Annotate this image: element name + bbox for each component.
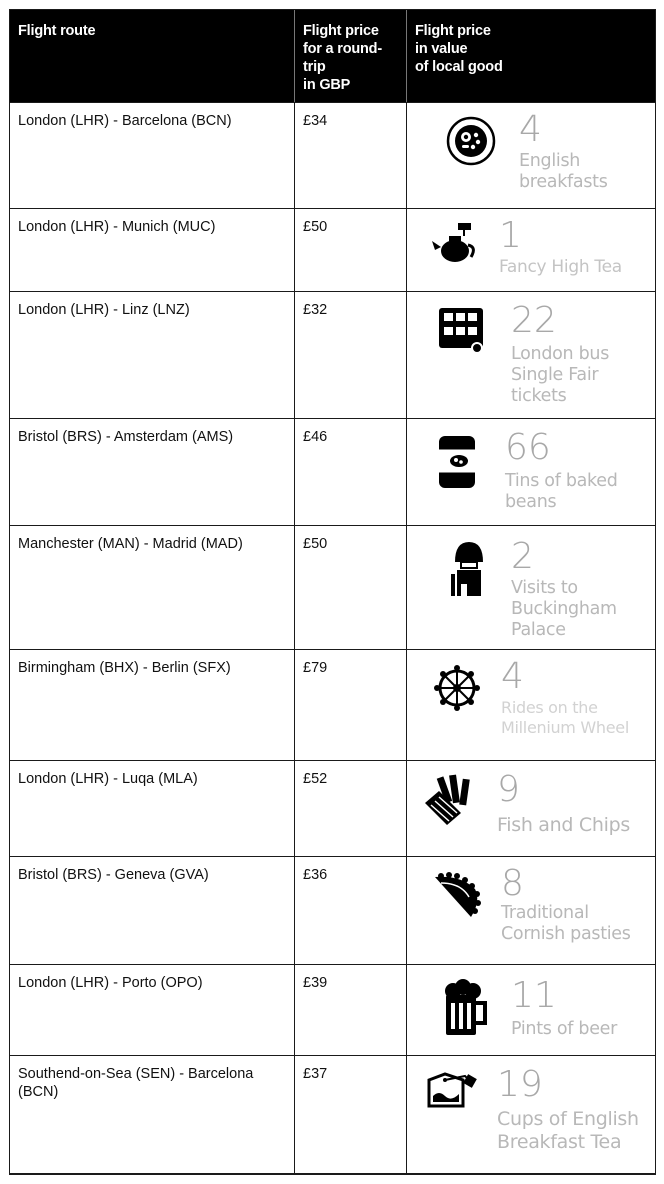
tea-bag-icon bbox=[425, 1070, 477, 1110]
price-cell: £50 bbox=[294, 208, 406, 291]
good-label: English breakfasts bbox=[519, 151, 608, 192]
value-cell bbox=[406, 208, 655, 291]
good-count: 8 bbox=[501, 863, 524, 904]
tin-can-icon bbox=[437, 433, 477, 491]
good-count: 4 bbox=[501, 656, 524, 697]
good-count: 2 bbox=[511, 536, 534, 577]
value-cell bbox=[406, 102, 655, 208]
good-label: Tins of baked beans bbox=[505, 471, 618, 512]
good-count: 19 bbox=[497, 1064, 543, 1105]
good-label: Rides on the Millenium Wheel bbox=[501, 698, 629, 737]
route-cell: Birmingham (BHX) - Berlin (SFX) bbox=[10, 649, 294, 760]
price-cell: £34 bbox=[294, 102, 406, 208]
good-count: 4 bbox=[519, 109, 542, 150]
route-cell: Manchester (MAN) - Madrid (MAD) bbox=[10, 525, 294, 649]
price-cell: £32 bbox=[294, 291, 406, 418]
good-label: Visits to Buckingham Palace bbox=[511, 578, 617, 640]
good-label: Traditional Cornish pasties bbox=[501, 903, 631, 944]
good-count: 1 bbox=[499, 215, 522, 256]
route-cell: Bristol (BRS) - Geneva (GVA) bbox=[10, 856, 294, 964]
route-cell: Bristol (BRS) - Amsterdam (AMS) bbox=[10, 418, 294, 525]
route-cell: Southend-on-Sea (SEN) - Barcelona (BCN) bbox=[10, 1055, 294, 1173]
value-cell bbox=[406, 760, 655, 856]
route-cell: London (LHR) - Porto (OPO) bbox=[10, 964, 294, 1055]
header-flight-price: Flight price for a round- trip in GBP bbox=[294, 10, 406, 102]
route-cell: London (LHR) - Munich (MUC) bbox=[10, 208, 294, 291]
pasty-icon bbox=[431, 871, 483, 921]
flight-price-table bbox=[9, 9, 656, 1175]
route-cell: London (LHR) - Barcelona (BCN) bbox=[10, 102, 294, 208]
good-label: Fancy High Tea bbox=[499, 257, 622, 277]
value-cell bbox=[406, 418, 655, 525]
value-cell bbox=[406, 964, 655, 1055]
double-decker-bus-icon bbox=[437, 306, 489, 356]
good-label: Fish and Chips bbox=[497, 814, 630, 836]
good-label: Pints of beer bbox=[511, 1019, 618, 1039]
price-cell: £36 bbox=[294, 856, 406, 964]
value-cell bbox=[406, 1055, 655, 1173]
good-count: 66 bbox=[505, 427, 551, 468]
price-cell: £46 bbox=[294, 418, 406, 525]
english-breakfast-icon bbox=[445, 115, 497, 167]
good-count: 9 bbox=[497, 769, 520, 810]
price-cell: £50 bbox=[294, 525, 406, 649]
route-cell: London (LHR) - Luqa (MLA) bbox=[10, 760, 294, 856]
good-count: 22 bbox=[511, 300, 557, 341]
price-cell: £39 bbox=[294, 964, 406, 1055]
price-cell: £52 bbox=[294, 760, 406, 856]
route-cell: London (LHR) - Linz (LNZ) bbox=[10, 291, 294, 418]
good-label: Cups of English Breakfast Tea bbox=[497, 1108, 639, 1153]
header-local-value: Flight price in value of local good bbox=[406, 10, 655, 102]
price-cell: £79 bbox=[294, 649, 406, 760]
teapot-icon bbox=[431, 221, 479, 265]
value-cell bbox=[406, 291, 655, 418]
value-cell bbox=[406, 856, 655, 964]
good-label: London bus Single Fair tickets bbox=[511, 344, 610, 406]
value-cell bbox=[406, 649, 655, 760]
fish-and-chips-icon bbox=[421, 773, 475, 829]
header-flight-route: Flight route bbox=[10, 10, 294, 102]
beer-mug-icon bbox=[443, 979, 489, 1037]
value-cell bbox=[406, 525, 655, 649]
ferris-wheel-icon bbox=[433, 664, 481, 712]
royal-guard-icon bbox=[447, 540, 491, 598]
good-count: 11 bbox=[511, 975, 557, 1016]
price-cell: £37 bbox=[294, 1055, 406, 1173]
